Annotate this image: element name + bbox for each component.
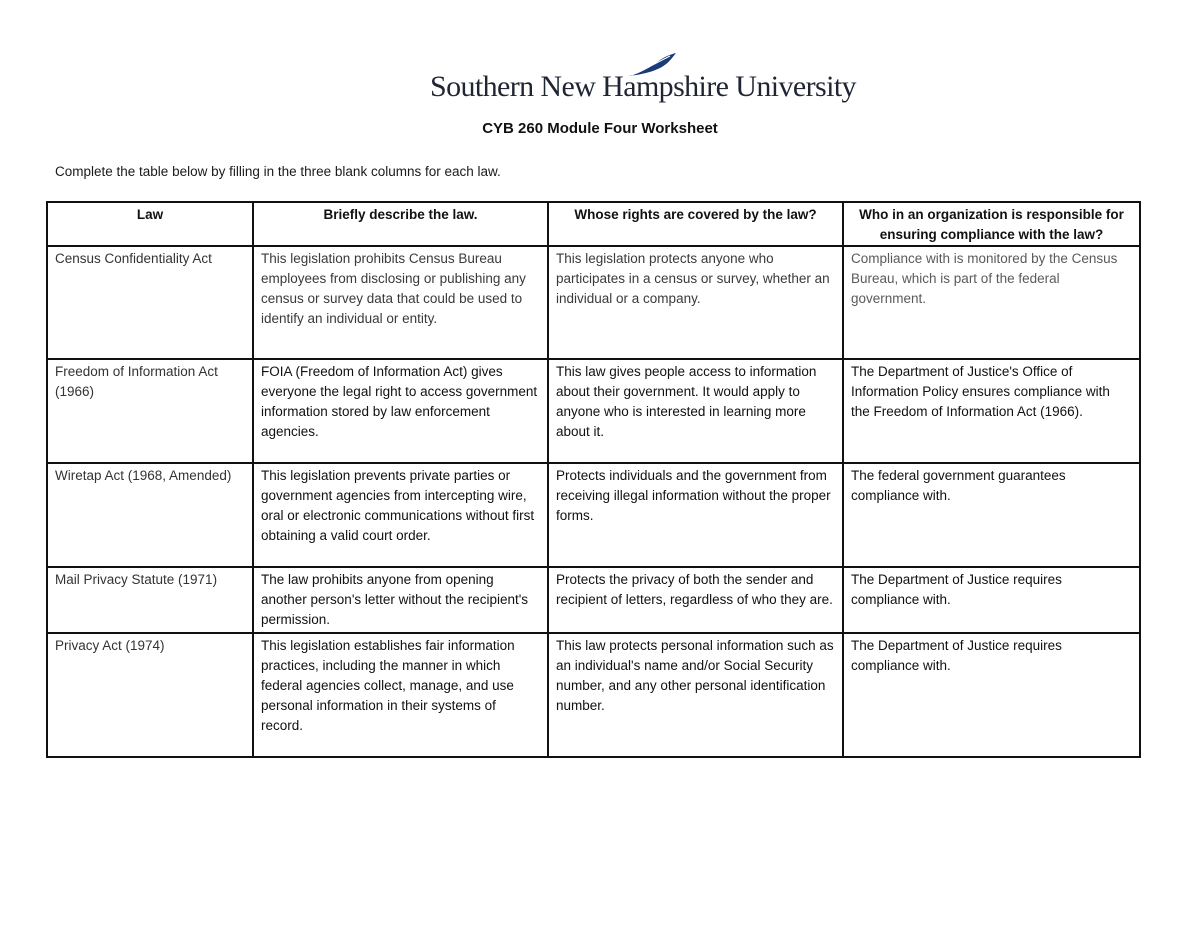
header-responsible: Who in an organization is responsible for ensuring compliance with the law? <box>843 202 1140 246</box>
page-title: CYB 260 Module Four Worksheet <box>482 120 718 137</box>
table-header-row <box>47 202 1140 246</box>
responsible-cell: The Department of Justice requires compliance with. <box>843 567 1140 633</box>
law-name-cell: Wiretap Act (1968, Amended) <box>47 463 253 567</box>
rights-cell: This legislation protects anyone who participates in a census or survey, whether an individual or a company. <box>548 246 843 359</box>
responsible-cell: The Department of Justice's Office of Information Policy ensures compliance with the Freedom of Information Act (1966). <box>843 359 1140 463</box>
instruction-text: Complete the table below by filling in the three blank columns for each law. <box>55 164 501 179</box>
rights-cell: This law gives people access to information about their government. It would apply to anyone who is interested in learning more about it. <box>548 359 843 463</box>
table-row <box>47 246 1140 359</box>
university-logo <box>430 52 856 107</box>
description-cell: The law prohibits anyone from opening another person's letter without the recipient's permission. <box>253 567 548 633</box>
responsible-cell: The federal government guarantees compliance with. <box>843 463 1140 567</box>
table-row <box>47 359 1140 463</box>
header-rights: Whose rights are covered by the law? <box>548 202 843 246</box>
header-law: Law <box>47 202 253 246</box>
responsible-cell: The Department of Justice requires compliance with. <box>843 633 1140 757</box>
header-description: Briefly describe the law. <box>253 202 548 246</box>
responsible-cell: Compliance with is monitored by the Census Bureau, which is part of the federal government. <box>843 246 1140 359</box>
logo-wordmark: Southern New Hampshire University <box>430 70 856 103</box>
law-name-cell: Mail Privacy Statute (1971) <box>47 567 253 633</box>
rights-cell: This law protects personal information such as an individual's name and/or Social Security number, and any other personal identification number. <box>548 633 843 757</box>
law-name-cell: Census Confidentiality Act <box>47 246 253 359</box>
table-row <box>47 567 1140 633</box>
description-cell: FOIA (Freedom of Information Act) gives everyone the legal right to access government information stored by law enforcement agencies. <box>253 359 548 463</box>
description-cell: This legislation prevents private parties or government agencies from intercepting wire, oral or electronic communications without first obtaining a valid court order. <box>253 463 548 567</box>
rights-cell: Protects the privacy of both the sender and recipient of letters, regardless of who they are. <box>548 567 843 633</box>
table-row <box>47 633 1140 757</box>
law-name-cell: Freedom of Information Act (1966) <box>47 359 253 463</box>
law-name-cell: Privacy Act (1974) <box>47 633 253 757</box>
table-row <box>47 463 1140 567</box>
rights-cell: Protects individuals and the government from receiving illegal information without the proper forms. <box>548 463 843 567</box>
description-cell: This legislation establishes fair information practices, including the manner in which federal agencies collect, manage, and use personal information in their systems of record. <box>253 633 548 757</box>
laws-table <box>46 201 1141 758</box>
description-cell: This legislation prohibits Census Bureau employees from disclosing or publishing any census or survey data that could be used to identify an individual or entity. <box>253 246 548 359</box>
